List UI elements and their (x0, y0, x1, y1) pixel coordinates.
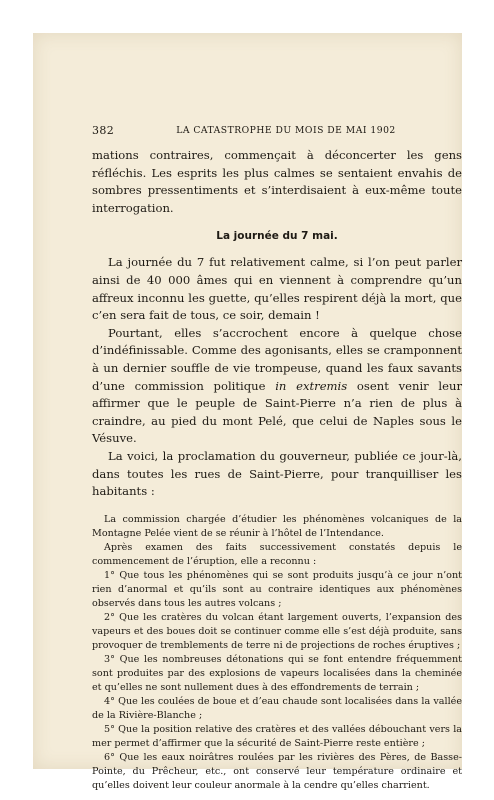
paragraph-1: La journée du 7 fut relativement calme, si l’on peut parler ainsi de 40 000 âmes qui en viennent à comprendre qu’un affreux inconnu les guette, qu’elles respirent déjà la mort, que c’en sera fait de tous, ce soir, demain ! (92, 255, 462, 323)
proclamation-item: 1° Que tous les phénomènes qui se sont produits jusqu’à ce jour n’ont rien d’anormal et qu’ils sont au contraire identiques aux phénomènes observés dans tous les autres volcans ; (92, 569, 462, 609)
proclamation-quote (92, 513, 462, 793)
page-content (92, 124, 462, 793)
proclamation-item: 5° Que la position relative des cratères et des vallées débouchant vers la mer permet d’affirmer que la sécurité de Saint-Pierre reste entière ; (92, 723, 462, 749)
proclamation-paragraph: La commission chargée d’étudier les phénomènes volcaniques de la Montagne Pelée vient de se réunir à l’hôtel de l’Intendance. (92, 513, 462, 539)
proclamation-item: 3° Que les nombreuses détonations qui se font entendre fréquemment sont produites par des explosions de vapeurs localisées dans la cheminée et qu’elles ne sont nullement dues à des effondrements de terrain ; (92, 653, 462, 693)
body-text (92, 147, 462, 501)
running-title: LA CATASTROPHE DU MOIS DE MAI 1902 (176, 125, 396, 136)
intro-paragraph: mations contraires, commençait à déconcerter les gens réfléchis. Les esprits les plus calmes se sentaient envahis de sombres pressentiments et s’interdisaient à eux-même toute interrogation. (92, 148, 462, 215)
proclamation-item: 6° Que les eaux noirâtres roulées par les rivières des Pères, de Basse-Pointe, du Prêcheur, etc., ont conservé leur température ordinaire et qu’elles doivent leur couleur anormale à la cendre qu’elles charrient. (92, 751, 462, 791)
proclamation-paragraph: Après examen des faits successivement constatés depuis le commencement de l’éruption, elle a reconnu : (92, 541, 462, 567)
paragraph-2 (92, 325, 462, 448)
paragraph-2-before: Pourtant, elles s’accrochent encore à quelque chose d’indéfinissable. Comme des agonisants, elles se cramponnent à un dernier souffle de vie trompeuse, quand les faux savants d’une commission politique (92, 325, 462, 393)
section-title: La journée du 7 mai. (216, 230, 338, 243)
book-page (33, 33, 462, 791)
paragraph-2-after: osent venir leur affirmer que le peuple de Saint-Pierre n’a rien de plus à craindre, au pied du mont Pelé, que celui de Naples sous le Vésuve. (92, 378, 462, 446)
italic-phrase: in extremis (275, 378, 348, 393)
proclamation-item: 4° Que les coulées de boue et d’eau chaude sont localisées dans la vallée de la Rivière-Blanche ; (92, 695, 462, 721)
proclamation-item: 2° Que les cratères du volcan étant largement ouverts, l’expansion des vapeurs et des boues doit se continuer comme elle s’est déjà produite, sans provoquer de tremblements de terre ni de projections de roches éruptives ; (92, 611, 462, 651)
paragraph-3: La voici, la proclamation du gouverneur, publiée ce jour-là, dans toutes les rues de Saint-Pierre, pour tranquilliser les habitants : (92, 448, 462, 499)
page-number: 382 (92, 124, 115, 137)
page-header (92, 124, 462, 140)
